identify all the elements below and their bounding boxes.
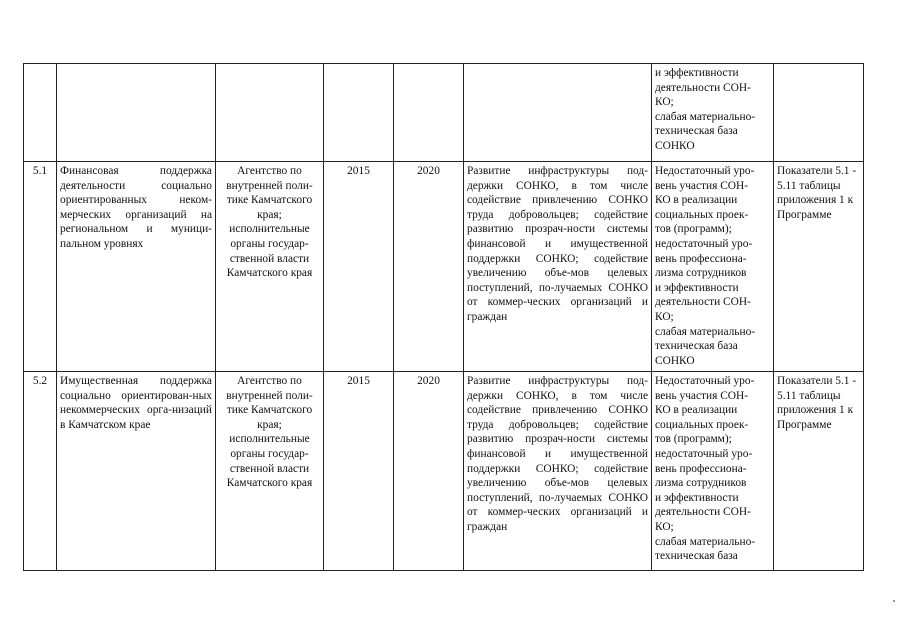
cell-line: края; xyxy=(257,208,282,221)
table-body xyxy=(24,64,864,571)
cell-result xyxy=(464,64,652,162)
cell-name xyxy=(57,64,216,162)
cell-line: деятельности СОН- xyxy=(655,506,751,519)
cell-indicators: Показатели 5.1 - 5.11 таблицы приложения 1 к Программе xyxy=(774,162,864,372)
cell-year-start: 2015 xyxy=(324,372,394,571)
cell-line: и эффективности xyxy=(655,491,739,504)
cell-line: тике Камчатского xyxy=(226,194,313,207)
cell-line: ственной власти xyxy=(229,252,310,265)
cell-line: Камчатского края xyxy=(226,477,313,490)
cell-line: слабая материально- xyxy=(655,110,756,123)
table-row-continuation xyxy=(24,64,864,162)
cell-num: 5.2 xyxy=(24,372,57,571)
cell-line: Недостаточный уро- xyxy=(655,165,755,177)
cell-line: КО; xyxy=(655,96,674,109)
cell-line: СОНКО xyxy=(655,139,695,152)
cell-risks xyxy=(652,162,774,372)
cell-line: Недостаточный уро- xyxy=(655,375,755,387)
cell-line: и эффективности xyxy=(655,67,739,79)
cell-risks xyxy=(652,372,774,571)
cell-line: ственной власти xyxy=(229,462,310,475)
cell-line: тике Камчатского xyxy=(226,404,313,417)
cell-line: внутренней поли- xyxy=(226,389,313,402)
cell-executor xyxy=(216,372,324,571)
cell-line: КО в реализации xyxy=(655,194,738,207)
cell-year-end xyxy=(394,64,464,162)
cell-result: Развитие инфраструктуры под-держки СОНКО, в том числе содействие привлечению СОНКО труда добровольцев; содействие развитию прозрач-ности системы финансовой и имущественной поддержки СОНКО; содействие увеличению объе-мов целевых поступлений, по-лучаемых СОНКО от коммер-ческих организаций и граждан xyxy=(464,372,652,571)
cell-line: органы государ- xyxy=(230,237,309,250)
cell-indicators xyxy=(774,64,864,162)
cell-line: деятельности СОН- xyxy=(655,81,751,94)
cell-line: тов (программ); xyxy=(655,223,732,236)
cell-line: социальных проек- xyxy=(655,208,749,221)
cell-line: КО; xyxy=(655,520,674,533)
table-row-5-2 xyxy=(24,372,864,571)
cell-line: вень участия СОН- xyxy=(655,389,749,402)
cell-line: техническая база xyxy=(655,125,738,138)
cell-line: социальных проек- xyxy=(655,418,749,431)
cell-name: Финансовая поддержка деятельности социально ориентированных неком-мерческих организаций на региональном и муници-пальном уровнях xyxy=(57,162,216,372)
cell-line: техническая база xyxy=(655,550,738,563)
cell-line: недостаточный уро- xyxy=(655,447,753,460)
cell-num: 5.1 xyxy=(24,162,57,372)
cell-line: вень профессиона- xyxy=(655,462,747,475)
cell-executor xyxy=(216,162,324,372)
cell-line: вень участия СОН- xyxy=(655,179,749,192)
cell-line: Камчатского края xyxy=(226,267,313,280)
cell-line: внутренней поли- xyxy=(226,179,313,192)
cell-line: СОНКО xyxy=(655,354,695,367)
cell-num xyxy=(24,64,57,162)
cell-line: Агентство по xyxy=(237,165,302,177)
cell-result: Развитие инфраструктуры под-держки СОНКО, в том числе содействие привлечению СОНКО труда добровольцев; содействие развитию прозрач-ности системы финансовой и имущественной поддержки СОНКО; содействие увеличению объе-мов целевых поступлений, по-лучаемых СОНКО от коммер-ческих организаций и граждан xyxy=(464,162,652,372)
cell-line: Агентство по xyxy=(237,375,302,387)
cell-line: лизма сотрудников xyxy=(655,477,747,490)
cell-line: органы государ- xyxy=(230,447,309,460)
cell-line: исполнительные xyxy=(229,223,310,236)
cell-line: края; xyxy=(257,418,282,431)
cell-year-end: 2020 xyxy=(394,372,464,571)
cell-line: техническая база xyxy=(655,340,738,353)
cell-line: слабая материально- xyxy=(655,325,756,338)
cell-name: Имущественная поддержка социально ориентирован-ных некоммерческих орга-низаций в Камчатском крае xyxy=(57,372,216,571)
cell-risks xyxy=(652,64,774,162)
cell-executor xyxy=(216,64,324,162)
cell-line: КО; xyxy=(655,310,674,323)
cell-line: слабая материально- xyxy=(655,535,756,548)
cell-line: и эффективности xyxy=(655,281,739,294)
cell-line: КО в реализации xyxy=(655,404,738,417)
cell-line: недостаточный уро- xyxy=(655,237,753,250)
table-row-5-1 xyxy=(24,162,864,372)
cell-line: исполнительные xyxy=(229,433,310,446)
cell-line: деятельности СОН- xyxy=(655,296,751,309)
cell-year-start: 2015 xyxy=(324,162,394,372)
program-measures-table xyxy=(23,63,864,571)
cell-year-start xyxy=(324,64,394,162)
cell-indicators: Показатели 5.1 - 5.11 таблицы приложения 1 к Программе xyxy=(774,372,864,571)
cell-year-end: 2020 xyxy=(394,162,464,372)
cell-line: лизма сотрудников xyxy=(655,267,747,280)
cell-line: тов (программ); xyxy=(655,433,732,446)
cell-line: вень профессиона- xyxy=(655,252,747,265)
scan-speck xyxy=(893,600,895,602)
